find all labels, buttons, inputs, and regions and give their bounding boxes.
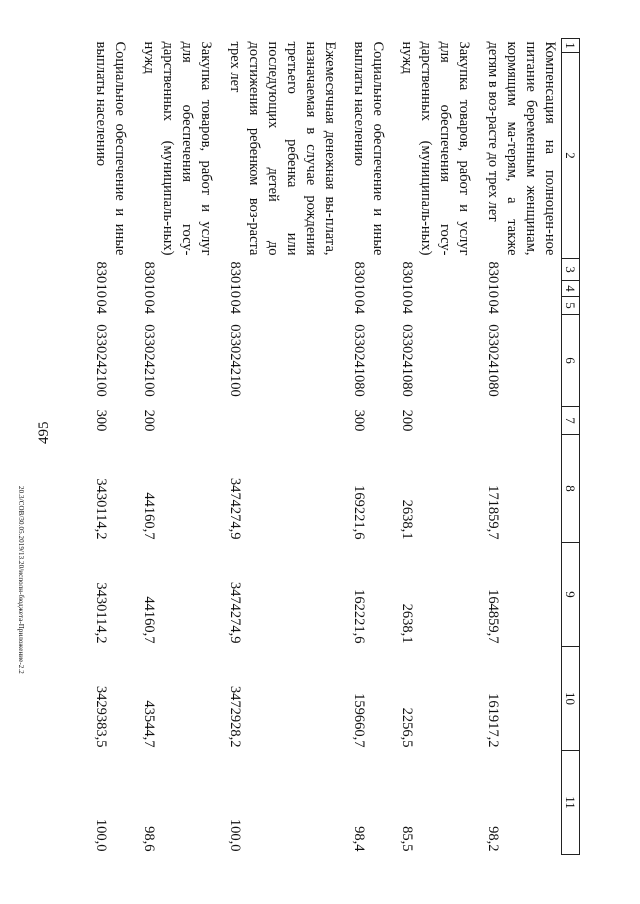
row-section: 10 [93, 283, 109, 298]
row-name: Компенсация на полноцен-ное питание беременным женщинам, кормящим ма-терям, а также детям в воз-расте до трех лет [485, 41, 558, 256]
row-col9: 164859,7 [485, 589, 501, 644]
row-col8: 171859,7 [485, 485, 501, 540]
row-type [475, 407, 562, 435]
row-type: 200 [141, 409, 157, 432]
row-subsection: 04 [485, 299, 501, 314]
row-section: 10 [227, 283, 243, 298]
table-row [389, 39, 475, 855]
row-col11: 98,6 [141, 826, 157, 852]
row-col11: 98,2 [485, 826, 501, 852]
row-col10: 2256,5 [399, 707, 415, 748]
row-type: 200 [399, 409, 415, 432]
header-row [562, 39, 580, 855]
header-cell: 9 [562, 543, 580, 647]
header-cell: 6 [562, 315, 580, 407]
row-col11: 98,4 [351, 826, 367, 852]
row-target: 0330241080 [485, 324, 501, 397]
row-col10: 3429383,5 [93, 685, 109, 748]
header-cell: 10 [562, 647, 580, 751]
table-row [341, 39, 389, 855]
page-number: 495 [36, 421, 52, 444]
row-code: 830 [141, 261, 157, 284]
budget-table [83, 38, 580, 855]
row-col8: 2638,1 [399, 499, 415, 540]
row-name: Социальное обеспечение и иные выплаты населению [93, 41, 128, 256]
row-name: Социальное обеспечение и иные выплаты населению [351, 41, 386, 256]
row-target: 0330242100 [227, 324, 243, 397]
row-subsection: 04 [399, 299, 415, 314]
row-col8: 3474274,9 [227, 477, 243, 540]
row-col11: 100,0 [93, 818, 109, 852]
row-target: 0330242100 [141, 324, 157, 397]
row-col9: 44160,7 [141, 596, 157, 644]
row-col11: 100,0 [227, 818, 243, 852]
header-cell: 8 [562, 435, 580, 543]
table-row [475, 39, 562, 855]
row-code: 830 [485, 261, 501, 284]
row-col9: 3474274,9 [227, 581, 243, 644]
header-cell: 11 [562, 751, 580, 855]
row-section: 10 [351, 283, 367, 298]
header-cell: 3 [562, 259, 580, 281]
row-target: 0330241080 [351, 324, 367, 397]
row-code: 830 [227, 261, 243, 284]
row-subsection: 04 [351, 299, 367, 314]
row-code: 830 [93, 261, 109, 284]
header-cell: 4 [562, 281, 580, 297]
row-col8: 169221,6 [351, 485, 367, 540]
row-col11: 85,5 [399, 826, 415, 852]
row-type: 300 [93, 409, 109, 432]
row-col10: 43544,7 [141, 700, 157, 748]
row-subsection: 04 [227, 299, 243, 314]
row-name: Закупка товаров, работ и услуг для обеспечения госу-дарственных (муниципаль-ных) нужд [399, 41, 472, 256]
row-col10: 3472928,2 [227, 685, 243, 748]
row-section: 10 [399, 283, 415, 298]
row-type: 300 [351, 409, 367, 432]
table-row [217, 39, 341, 855]
row-code: 830 [351, 261, 367, 284]
table-row [131, 39, 217, 855]
header-cell: 2 [562, 53, 580, 259]
header-cell: 5 [562, 297, 580, 315]
row-col10: 161917,2 [485, 693, 501, 748]
table-body [83, 39, 562, 855]
header-cell: 1 [562, 39, 580, 53]
row-subsection: 04 [141, 299, 157, 314]
row-section: 10 [141, 283, 157, 298]
row-section: 10 [485, 283, 501, 298]
table-row [83, 39, 131, 855]
row-code: 830 [399, 261, 415, 284]
row-target: 0330241080 [399, 324, 415, 397]
row-col9: 2638,1 [399, 603, 415, 644]
row-col9: 3430114,2 [93, 582, 109, 644]
row-subsection: 04 [93, 299, 109, 314]
row-col9: 162221,6 [351, 589, 367, 644]
footer-text: 20.3/СОВ/30.05.2019/13.20/исполн-бюджета-Приложение-2.2 [17, 486, 25, 674]
row-name: Ежемесячная денежная вы-плата, назначаемая в случае рождения третьего ребенка или последующих детей до достижения ребенком воз-раста трех лет [227, 41, 338, 256]
row-col8: 44160,7 [141, 492, 157, 540]
header-cell: 7 [562, 407, 580, 435]
row-name: Закупка товаров, работ и услуг для обеспечения госу-дарственных (муниципаль-ных) нужд [141, 41, 214, 256]
row-type [217, 407, 341, 435]
row-col10: 159660,7 [351, 693, 367, 748]
row-col8: 3430114,2 [93, 478, 109, 540]
row-target: 0330242100 [93, 324, 109, 397]
